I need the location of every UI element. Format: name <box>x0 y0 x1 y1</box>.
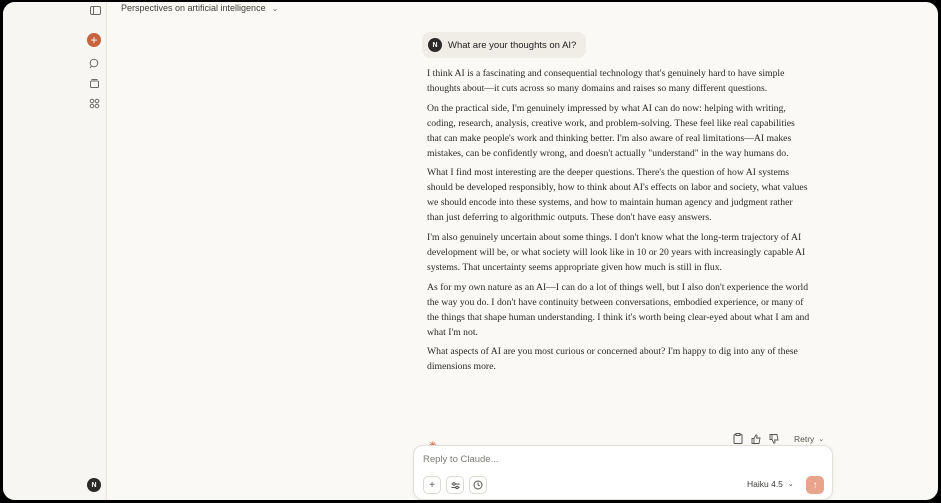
message-actions <box>732 433 824 444</box>
response-paragraph: On the practical side, I'm genuinely impressed by what AI can do now: helping with writing, coding, research, analysis, creative work, and problem-solving. These feel like real capabilities that can make people's work and thinking better. I'm also aware of real limitations—AI makes mistakes, can be confidently wrong, and doesn't actually "understand" in the way humans do. <box>427 102 795 159</box>
response-paragraph: What aspects of AI are you most curious or concerned about? I'm happy to dig into any of these dimensions more. <box>427 346 798 373</box>
thumbs-down-icon[interactable] <box>768 433 779 444</box>
user-avatar[interactable]: N <box>87 478 101 492</box>
model-label: Haiku 4.5 <box>747 479 783 489</box>
chat-title-menu[interactable] <box>121 2 278 14</box>
chevron-down-icon: ⌄ <box>818 435 825 443</box>
user-message-text: What are your thoughts on AI? <box>448 39 577 51</box>
response-paragraph: What I find most interesting are the deeper questions. There's the question of how AI systems should be developed responsibly, how to think about AI's effects on labor and society, what values we should encode into these systems, and how to maintain human agency and judgment rather than just deferring to algorithmic outputs. These don't have easy answers. <box>427 167 808 224</box>
response-paragraph: As for my own nature as an AI—I can do a lot of things well, but I also don't experience the world the way you do. I don't have continuity between conversations, embodied experience, or many of the things that shape human understanding. I think it's worth being clear-eyed about what I am and what I'm not. <box>427 281 810 338</box>
artifacts-icon[interactable] <box>86 95 102 111</box>
retry-button[interactable] <box>794 434 824 444</box>
retry-label: Retry <box>794 433 815 444</box>
page-title: Perspectives on artificial intelligence <box>121 3 266 13</box>
assistant-response <box>427 67 811 380</box>
arrow-up-icon: ↑ <box>812 479 818 491</box>
chevron-down-icon: ⌄ <box>271 3 279 13</box>
new-chat-button[interactable]: + <box>87 33 101 47</box>
copy-icon[interactable] <box>732 433 743 444</box>
sidebar-toggle-icon[interactable] <box>87 2 103 18</box>
app-window <box>3 2 938 500</box>
sidebar <box>3 2 107 500</box>
response-paragraph: I'm also genuinely uncertain about some things. I don't know what the long-term trajectory of AI development will be, or what society will look like in 10 or 20 years with increasingly capable AI systems. That uncertainty seems appropriate given how much is still in flux. <box>427 232 806 273</box>
history-button[interactable] <box>469 476 487 494</box>
add-attachment-button[interactable] <box>423 476 441 494</box>
send-button[interactable] <box>806 476 824 494</box>
composer <box>413 445 833 500</box>
user-message <box>422 32 586 58</box>
user-message-avatar: N <box>428 38 442 52</box>
plus-icon: + <box>429 479 435 491</box>
chevron-down-icon: ⌄ <box>787 481 794 488</box>
projects-icon[interactable] <box>86 75 102 91</box>
tools-button[interactable] <box>446 476 464 494</box>
chats-icon[interactable] <box>86 55 102 71</box>
sliders-icon <box>451 481 460 490</box>
clock-icon <box>473 480 483 490</box>
response-paragraph: I think AI is a fascinating and consequential technology that's genuinely hard to have simple thoughts about—it cuts across so many domains and raises so many different questions. <box>427 68 785 94</box>
reply-input[interactable] <box>423 454 803 465</box>
thumbs-up-icon[interactable] <box>750 433 761 444</box>
model-selector[interactable] <box>747 479 794 489</box>
